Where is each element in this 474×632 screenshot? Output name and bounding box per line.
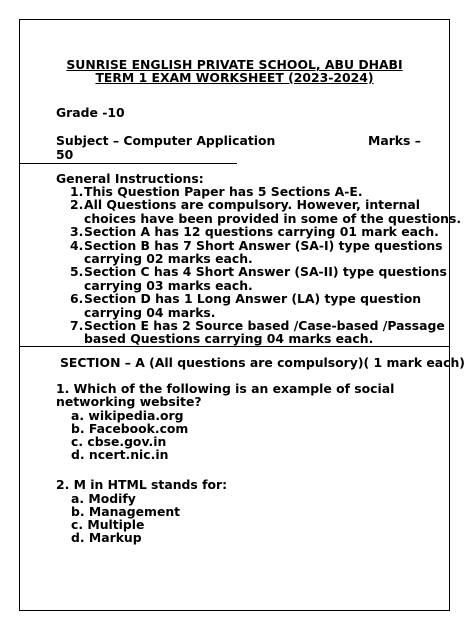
marks-label: Marks – xyxy=(368,133,421,148)
instruction-text: This Question Paper has 5 Sections A-E. xyxy=(84,184,363,199)
instruction-text: based Questions carrying 04 marks each. xyxy=(84,331,374,347)
instruction-number: 6. xyxy=(70,291,84,307)
instruction-number: 7. xyxy=(70,318,84,333)
instruction-text: carrying 02 marks each. xyxy=(84,251,253,266)
answer-option: b. Management xyxy=(71,504,181,519)
instruction-text: Section C has 4 Short Answer (SA-II) type questions xyxy=(84,264,447,280)
instruction-text: Section B has 7 Short Answer (SA-I) type questions xyxy=(84,237,443,253)
question-text: 2. M in HTML stands for: xyxy=(56,477,228,493)
instruction-text: Section E has 2 Source based /Case-based /Passage xyxy=(84,318,445,333)
answer-option: c. cbse.gov.in xyxy=(71,433,167,449)
grade-label: Grade -10 xyxy=(56,105,125,120)
instruction-text: Section D has 1 Long Answer (LA) type question xyxy=(84,291,422,307)
school-name: SUNRISE ENGLISH PRIVATE SCHOOL, ABU DHABI xyxy=(66,57,403,72)
instruction-text: carrying 03 marks each. xyxy=(84,277,253,293)
instruction-text: All Questions are compulsory. However, internal xyxy=(84,197,421,213)
instruction-number: 5. xyxy=(70,264,84,280)
instructions-title: General Instructions: xyxy=(56,171,204,186)
answer-option: d. Markup xyxy=(71,530,142,546)
instruction-number: 3. xyxy=(70,224,84,240)
instruction-number: 4. xyxy=(70,237,84,253)
section-a-heading: SECTION – A (All questions are compulsory)( 1 mark each) xyxy=(60,355,465,370)
question-text: networking website? xyxy=(56,394,202,409)
exam-title: TERM 1 EXAM WORKSHEET (2023-2024) xyxy=(95,70,374,85)
instruction-text: choices have been provided in some of the questions. xyxy=(84,210,462,226)
instruction-text: carrying 04 marks. xyxy=(84,304,216,320)
instruction-number: 2. xyxy=(70,197,84,213)
answer-option: a. wikipedia.org xyxy=(71,407,184,423)
divider-instructions xyxy=(19,346,450,347)
marks-value: 50 xyxy=(56,147,74,162)
answer-option: a. Modify xyxy=(71,490,136,506)
instruction-text: Section A has 12 questions carrying 01 mark each. xyxy=(84,224,439,240)
answer-option: d. ncert.nic.in xyxy=(71,447,169,463)
answer-option: b. Facebook.com xyxy=(71,420,189,436)
question-text: 1. Which of the following is an example of social xyxy=(56,381,395,396)
answer-option: c. Multiple xyxy=(71,517,145,533)
divider-info xyxy=(19,163,237,164)
instruction-number: 1. xyxy=(70,184,84,199)
subject-label: Subject – Computer Application xyxy=(56,133,276,148)
